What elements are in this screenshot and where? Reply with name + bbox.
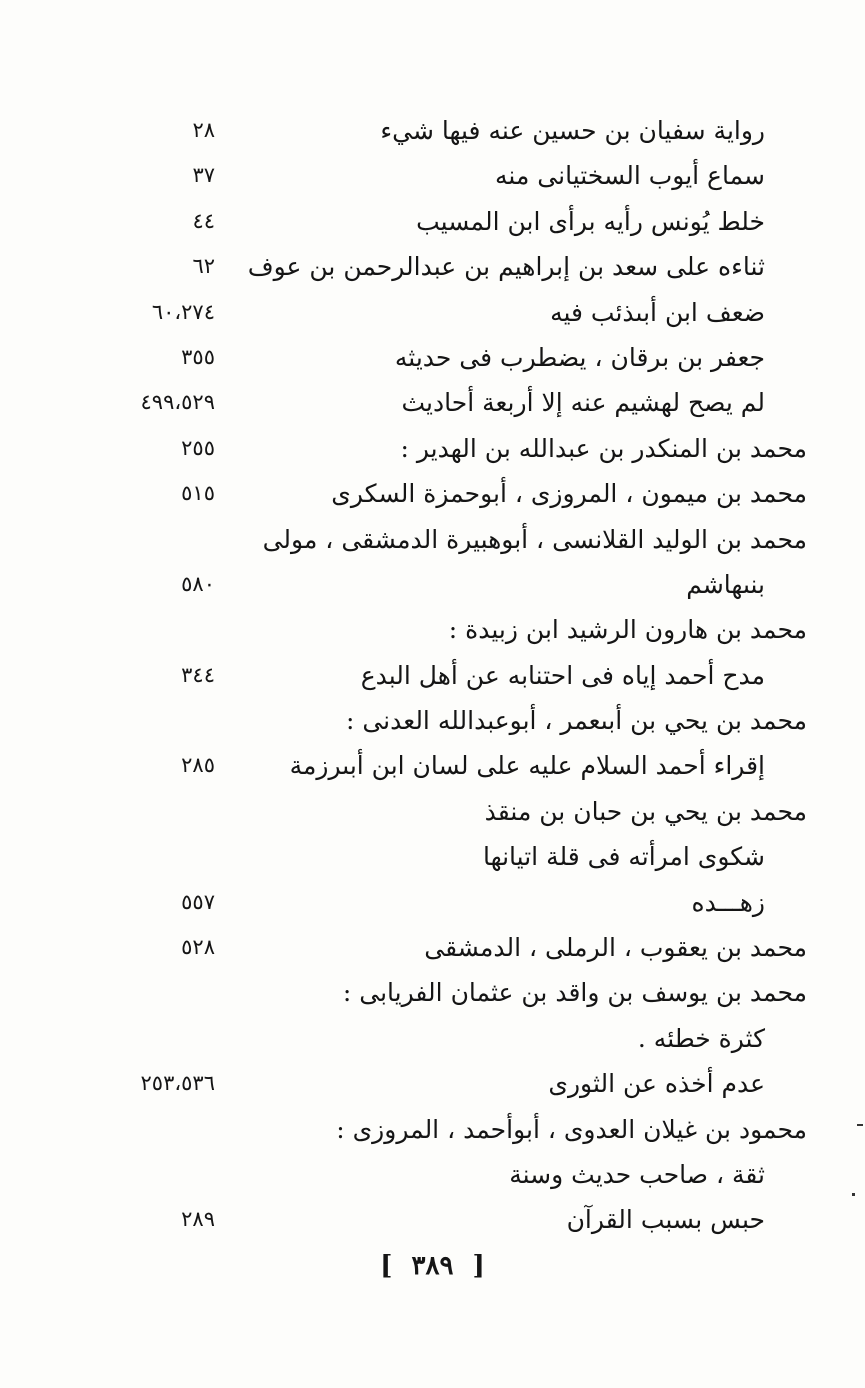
- entry-page-ref: ٢٥٥: [181, 435, 215, 460]
- margin-mark: [852, 1193, 855, 1196]
- index-entry: [0, 970, 865, 1015]
- entry-page-ref: ٦٢: [192, 254, 215, 279]
- index-entry: [0, 108, 865, 153]
- entry-page-ref: ٥٨٠: [181, 571, 215, 596]
- entry-page-ref: ٢٨٩: [181, 1207, 215, 1232]
- entry-page-ref: ٣٤٤: [181, 662, 215, 687]
- entry-subtopic: إقراء أحمد السلام عليه على لسان ابن أبىرزمة: [289, 751, 765, 781]
- entry-page-ref: ٣٧: [192, 163, 215, 188]
- entry-heading: محمد بن هارون الرشيد ابن زبيدة :: [448, 615, 807, 645]
- entry-page-ref: ٣٥٥: [181, 344, 215, 369]
- index-entry: [0, 1152, 865, 1197]
- entry-heading: محمد بن المنكدر بن عبدالله بن الهدير :: [400, 433, 807, 463]
- index-entry: [0, 471, 865, 516]
- index-entry: [0, 380, 865, 425]
- index-entry: [0, 1061, 865, 1106]
- index-entry: [0, 834, 865, 879]
- entry-page-ref: ٥٢٨: [181, 935, 215, 960]
- entry-subtopic: عدم أخذه عن الثورى: [548, 1069, 765, 1099]
- entry-page-ref: ٥٥٧: [181, 889, 215, 914]
- index-entry: [0, 426, 865, 471]
- entry-heading: محمد بن ميمون ، المروزى ، أبوحمزة السكرى: [331, 479, 807, 509]
- entry-page-ref: ٥١٥: [181, 481, 215, 506]
- index-entry: [0, 153, 865, 198]
- entry-page-ref: ٦٠،٢٧٤: [151, 299, 215, 324]
- page-footer: [0, 1246, 865, 1286]
- margin-mark: [857, 1124, 863, 1126]
- index-entry: [0, 335, 865, 380]
- entry-page-ref: ٢٥٣،٥٣٦: [140, 1071, 215, 1096]
- index-entry: [0, 607, 865, 652]
- index-entry: [0, 244, 865, 289]
- index-entry: [0, 1016, 865, 1061]
- entry-subtopic: زهـــده: [691, 887, 765, 917]
- index-entry: [0, 789, 865, 834]
- entry-page-ref: ٤٤: [192, 208, 215, 233]
- entry-subtopic: لم يصح لهشيم عنه إلا أربعة أحاديث: [401, 388, 765, 418]
- entry-subtopic: شكوى امرأته فى قلة اتيانها: [482, 842, 765, 872]
- entry-heading: محمد بن يحي بن أبىعمر ، أبوعبدالله العدنى :: [345, 706, 807, 736]
- entry-page-ref: ٢٨: [192, 118, 215, 142]
- index-entry: [0, 517, 865, 562]
- index-entry: [0, 653, 865, 698]
- entry-heading: محمد بن يحي بن حبان بن منقذ: [484, 796, 807, 826]
- index-entry: [0, 290, 865, 335]
- entry-subtopic: بنىهاشم: [686, 569, 765, 599]
- entry-subtopic: مدح أحمد إياه فى احتنابه عن أهل البدع: [360, 660, 765, 690]
- index-entry: [0, 743, 865, 788]
- entry-subtopic: جعفر بن برقان ، يضطرب فى حديثه: [394, 342, 765, 372]
- index-entries: [0, 108, 865, 1243]
- entry-subtopic: ضعف ابن أبىذئب فيه: [550, 297, 765, 327]
- entry-heading: محمود بن غيلان العدوى ، أبوأحمد ، المروزى :: [336, 1114, 807, 1144]
- entry-subtopic: ثقة ، صاحب حديث وسنة: [509, 1159, 765, 1189]
- entry-page-ref: ٤٩٩،٥٢٩: [140, 390, 215, 415]
- index-entry: [0, 925, 865, 970]
- entry-subtopic: حبس بسبب القرآن: [566, 1205, 765, 1235]
- entry-subtopic: ثناءه على سعد بن إبراهيم بن عبدالرحمن بن عوف: [247, 252, 765, 282]
- index-entry: [0, 880, 865, 925]
- entry-subtopic: سماع أيوب السختيانى منه: [495, 161, 765, 191]
- index-entry: [0, 698, 865, 743]
- index-entry: [0, 1107, 865, 1152]
- entry-heading: محمد بن الوليد القلانسى ، أبوهبيرة الدمشقى ، مولى: [262, 524, 807, 554]
- footer-bracket-close: ]: [472, 1251, 485, 1281]
- entry-heading: محمد بن يوسف بن واقد بن عثمان الفريابى :: [342, 978, 807, 1008]
- index-entry: [0, 1197, 865, 1242]
- entry-subtopic: خلط يُونس رأيه برأى ابن المسيب: [416, 206, 765, 236]
- footer-bracket-open: [: [380, 1251, 393, 1281]
- index-entry: [0, 199, 865, 244]
- index-entry: [0, 562, 865, 607]
- entry-heading: محمد بن يعقوب ، الرملى ، الدمشقى: [424, 933, 807, 963]
- page-number: ٣٨٩: [411, 1251, 454, 1281]
- entry-page-ref: ٢٨٥: [181, 753, 215, 778]
- entry-subtopic: كثرة خطئه .: [637, 1023, 765, 1053]
- entry-subtopic: رواية سفيان بن حسين عنه فيها شيء: [380, 116, 765, 145]
